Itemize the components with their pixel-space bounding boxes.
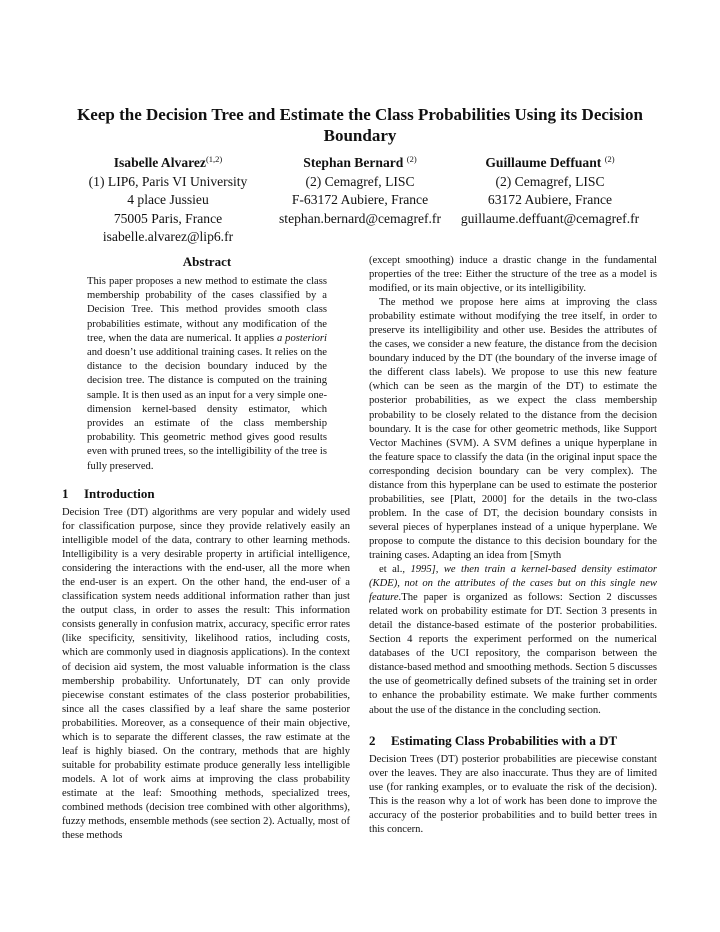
section-1-heading bbox=[62, 486, 155, 502]
abstract-part-1: This paper proposes a new method to estimate the class membership probability of the cases classified by a Decision Tree. This method provides smooth class probabilities estimate, without any modification of the tree, when the data are numerical. It applies bbox=[87, 276, 327, 344]
author-1-email: isabelle.alvarez@lip6.fr bbox=[102, 229, 234, 245]
section-2-title: Estimating Class Probabilities with a DT bbox=[391, 733, 618, 748]
right-column-body bbox=[369, 254, 657, 718]
paragraph: (except smoothing) induce a drastic change in the fundamental properties of the tree: Either the structure of the tree as a model is modified, or its main objective, or its intelligibility. bbox=[369, 255, 657, 295]
paragraph-part: The paper is organized as follows: Section 2 discusses related work on probability estimate for DT. Section 3 presents in detail the distance-based estimate of the posterior probabilities. Section 4 reports the experiment performed on the numerical databases of the UCI repository, the comparison between the distance-based method and smoothing methods. Section 5 discusses the use of geometrically defined subsets of the training set in order to enhance the probability estimate. We make further comments about the use of the distance in the concluding section. bbox=[369, 592, 657, 716]
abstract-text bbox=[87, 275, 327, 474]
section-1-body bbox=[62, 506, 350, 843]
author-2-city: F-63172 Aubiere, France bbox=[291, 192, 429, 208]
paragraph: Decision Trees (DT) posterior probabilities are piecewise constant over the leaves. They are also inaccurate. Thus they are of limited use (for ranking examples, or to evaluate the risk of the decision). This is the reason why a lot of work has been done to improve the accuracy of the posterior probabilities and to build better trees in this concern. bbox=[369, 754, 657, 836]
author-3-affil-mark: (2) bbox=[604, 154, 615, 164]
author-2-affil-mark: (2) bbox=[406, 154, 417, 164]
author-1-name: Isabelle Alvarez bbox=[113, 155, 206, 170]
author-3-affiliation: (2) Cemagref, LISC bbox=[495, 173, 605, 189]
abstract-heading: Abstract bbox=[182, 254, 232, 269]
paper-title: Keep the Decision Tree and Estimate the Class Probabilities Using its Decision Boundary bbox=[77, 105, 643, 145]
paragraph bbox=[369, 563, 657, 718]
section-1-number: 1 bbox=[62, 486, 69, 501]
author-1 bbox=[68, 150, 268, 247]
author-3-city: 63172 Aubiere, France bbox=[487, 192, 613, 208]
paragraph: Decision Tree (DT) algorithms are very popular and widely used for classification purpose, since they provide relatively easily an intelligible model of the data, contrary to other learning methods. Intelligibility is a very desirable property in artificial intelligence, considering the interactions with the end-user, all the more when the end-user is an expert. On the other hand, the end-user of a classification system needs additional information rather than just the output class, in order to asses the result: This information consists generally in confusion matrix, accuracy, specific error rates (like specificity, sensitivity, likelihood ratios, including costs, which are commonly used in diagnosis applications). In the context of decision aid system, the most valuable information is the class membership probability. Unfortunately, DT can only provide piecewise constant estimates of the class posterior probabilities, since all the cases classified by a leaf share the same posterior probabilities. Moreover, as a consequence of their main objective, which is to separate the different classes, the raw estimate at the leaf is highly biased. On the contrary, methods that are highly suitable for probability estimate produce generally less intelligible models. A lot of work aims at improving the class probability estimate at the leaf: Smoothing methods, specialized trees, combined methods (decision tree combined with other algorithms), fuzzy methods, ensemble methods (see section 2). Actually, most of these methods bbox=[62, 507, 350, 842]
author-3-name: Guillaume Deffuant bbox=[485, 155, 602, 170]
paragraph: The method we propose here aims at improving the class probability estimate without modifying the tree itself, in order to preserve its intelligibility and other use. Besides the attributes of the cases, we consider a new feature, the distance from the decision boundary induced by the DT (the boundary of the inverse image of the different class labels). We propose to use this new feature (which can be seen as the margin of the DT) to estimate the posterior probabilities, as we expect the class membership probability to be closely related to the distance from the decision boundary. It is the case for other geometric methods, like Support Vector Machines (SVM). A SVM defines a unique hyperplane in the feature space to classify the data (in the original input space the corresponding decision boundary can be very complex). The distance from this hyperplane can be used to estimate the posterior probabilities, see [Platt, 2000] for the details in the two-class problem. In the case of DT, the decision boundary consists in several pieces of hyperplanes instead of a unique hyperplane. We propose to compute the distance to this decision boundary for the training cases. Adapting an idea from [Smyth bbox=[369, 297, 657, 561]
abstract-emphasis: a posteriori bbox=[276, 332, 327, 344]
author-1-address: 4 place Jussieu bbox=[127, 192, 209, 208]
citation-emphasis: , 1995], we then train a kernel-based density estimator (KDE), not on the attributes of the cases but on this single new feature. bbox=[369, 564, 657, 604]
author-2-affiliation: (2) Cemagref, LISC bbox=[305, 173, 415, 189]
abstract-part-2: and doesn’t use additional training cases. It relies on the distance to the decision boundary induced by the decision tree. The distance is computed on the training sample. It is then used as an input for a very simple one-dimension kernel-based density estimator, which provides an estimate of the class membership probability. This geometric method gives good results even with pruned trees, so the intelligibility of the tree is fully preserved. bbox=[87, 347, 327, 472]
section-2-body bbox=[369, 753, 657, 837]
paragraph-part: et al. bbox=[379, 564, 403, 576]
author-3 bbox=[450, 150, 650, 228]
author-block bbox=[0, 150, 720, 245]
section-2-number: 2 bbox=[369, 733, 376, 748]
author-2-email: stephan.bernard@cemagref.fr bbox=[279, 210, 441, 226]
author-1-affiliation: (1) LIP6, Paris VI University bbox=[88, 173, 248, 189]
section-1-title: Introduction bbox=[84, 486, 155, 501]
author-1-city: 75005 Paris, France bbox=[113, 210, 223, 226]
author-2 bbox=[260, 150, 460, 228]
section-2-heading bbox=[369, 733, 617, 749]
author-1-affil-mark: (1,2) bbox=[205, 154, 223, 164]
author-3-email: guillaume.deffuant@cemagref.fr bbox=[460, 210, 640, 226]
author-2-name: Stephan Bernard bbox=[303, 155, 404, 170]
